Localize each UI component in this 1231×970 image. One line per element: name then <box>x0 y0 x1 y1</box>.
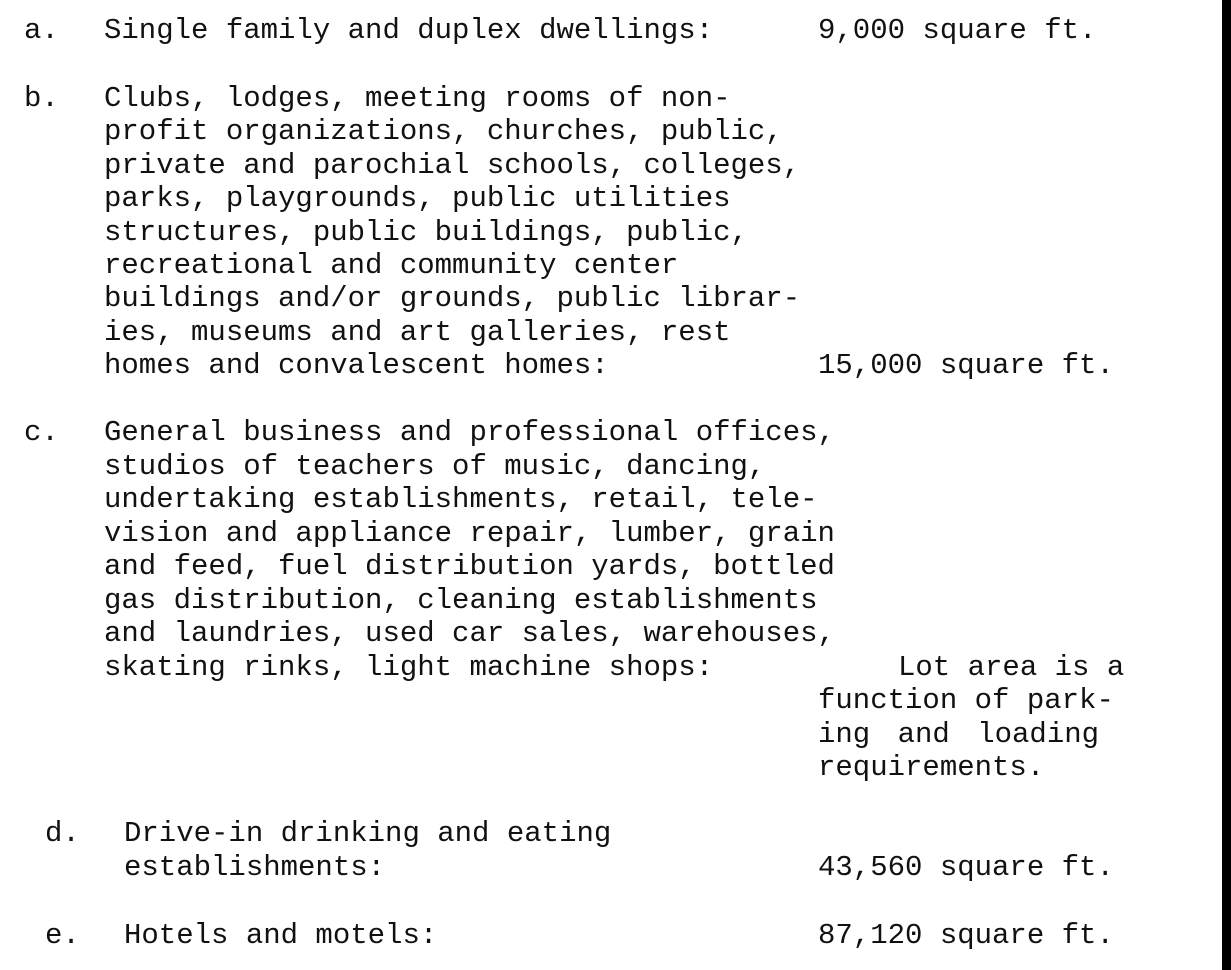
item-a-letter: a. <box>24 14 59 47</box>
item-d-letter: d. <box>45 817 80 850</box>
item-c-letter: c. <box>24 416 59 449</box>
item-c-line-5: and feed, fuel distribution yards, bottled <box>104 550 835 583</box>
item-b-line-5: structures, public buildings, public, <box>104 215 748 249</box>
item-c-line-4: vision and appliance repair, lumber, grain <box>104 516 835 550</box>
item-e-letter: e. <box>45 919 80 952</box>
item-c-line-3: undertaking establishments, retail, tele- <box>104 483 818 516</box>
item-d-line-2: establishments: <box>124 851 386 884</box>
item-b-requirement: 15,000 square ft. <box>818 349 1114 383</box>
item-b-line-6: recreational and community center <box>104 249 679 282</box>
item-c-line-1: General business and professional offices, <box>104 416 835 449</box>
item-b-line-4: parks, playgrounds, public utilities <box>104 182 731 216</box>
item-c-requirement-line-1: Lot area is a <box>898 650 1125 684</box>
item-c-line-6: gas distribution, cleaning establishments <box>104 583 818 617</box>
item-e-requirement: 87,120 square ft. <box>818 919 1114 952</box>
item-c-requirement-line-3: ing and loading <box>818 717 1100 751</box>
item-d-line-1: Drive-in drinking and eating <box>124 817 612 850</box>
item-b-line-7: buildings and/or grounds, public librar- <box>104 282 801 316</box>
item-e-line-1: Hotels and motels: <box>124 919 438 952</box>
item-b-line-8: ies, museums and art galleries, rest <box>104 315 731 349</box>
item-b-line-2: profit organizations, churches, public, <box>104 115 783 149</box>
item-b-line-1: Clubs, lodges, meeting rooms of non- <box>104 82 731 115</box>
item-c-line-7: and laundries, used car sales, warehouses, <box>104 617 835 650</box>
item-b-letter: b. <box>24 82 59 115</box>
item-d-requirement: 43,560 square ft. <box>818 851 1114 884</box>
item-c-requirement-line-4: requirements. <box>818 751 1045 784</box>
scan-edge-border <box>1222 0 1231 970</box>
item-a-line-1: Single family and duplex dwellings: <box>104 14 714 47</box>
item-c-line-2: studios of teachers of music, dancing, <box>104 449 766 483</box>
item-b-line-3: private and parochial schools, colleges, <box>104 148 801 182</box>
item-b-line-9: homes and convalescent homes: <box>104 349 609 383</box>
item-c-requirement-line-2: function of park- <box>818 684 1114 717</box>
item-c-line-8: skating rinks, light machine shops: <box>104 650 714 684</box>
item-a-requirement: 9,000 square ft. <box>818 14 1097 47</box>
